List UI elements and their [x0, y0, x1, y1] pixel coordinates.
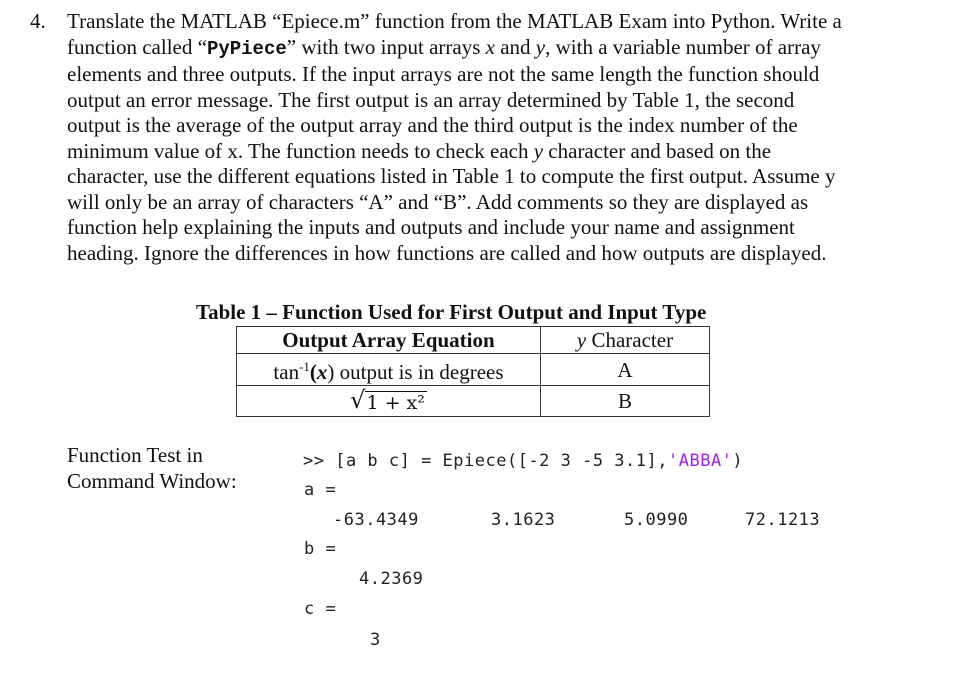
- var-x: x: [316, 360, 328, 384]
- header-equation: Output Array Equation: [237, 327, 541, 354]
- text-run: Character: [586, 328, 674, 352]
- table-row: [237, 386, 710, 417]
- command-line: [303, 451, 743, 471]
- text-run: tan: [273, 360, 300, 384]
- output-c-label: c =: [304, 599, 337, 619]
- question-line: output an error message. The first output is an array determined by Table 1, the second: [67, 87, 795, 112]
- var-y: y: [535, 34, 546, 59]
- character-cell: A: [541, 354, 710, 386]
- command-text: ): [732, 451, 744, 471]
- equation-cell: [237, 386, 541, 417]
- question-line: [67, 35, 937, 63]
- text-run: and: [494, 34, 536, 59]
- output-c-value: 3: [370, 630, 381, 650]
- var-x: x: [485, 34, 495, 59]
- question-line: character, use the different equations listed in Table 1 to compute the first output. Assume y: [67, 164, 836, 188]
- question-line: output is the average of the output array and the third output is the index number of the: [67, 113, 798, 137]
- text-run: function called “: [67, 34, 207, 59]
- function-table: [236, 326, 710, 417]
- header-character: [541, 327, 710, 354]
- table-row: [237, 354, 710, 386]
- function-name: PyPiece: [206, 37, 287, 60]
- table-caption: Table 1 – Function Used for First Output and Input Type: [196, 300, 707, 324]
- text-run: ) output is in degrees: [327, 360, 504, 384]
- text-run: minimum value of x. The function needs to check each: [67, 138, 534, 163]
- output-a-value: 3.1623: [491, 510, 556, 530]
- command-string: 'ABBA': [668, 451, 733, 471]
- sqrt-content: 1 + x²: [366, 392, 425, 414]
- text-run: , with a variable number of array: [545, 34, 821, 59]
- output-a-value: 5.0990: [624, 510, 689, 530]
- var-y: y: [576, 328, 587, 352]
- sqrt-expression: [350, 388, 427, 414]
- equation-cell: [237, 354, 541, 386]
- superscript: -1: [299, 359, 310, 374]
- var-y: y: [533, 138, 544, 163]
- question-line: [67, 139, 937, 165]
- question-line: elements and three outputs. If the input arrays are not the same length the function should: [67, 62, 820, 86]
- test-label: [67, 442, 237, 494]
- output-b-label: b =: [304, 539, 337, 559]
- text-run: ” with two input arrays: [286, 34, 486, 59]
- text-run: character and based on the: [543, 138, 772, 163]
- text-run: (: [309, 360, 317, 384]
- question-line: will only be an array of characters “A” and “B”. Add comments so they are displayed as: [67, 189, 809, 214]
- output-a-label: a =: [304, 480, 337, 500]
- question-line: heading. Ignore the differences in how functions are called and how outputs are displayed.: [67, 240, 827, 265]
- question-line: function help explaining the inputs and outputs and include your name and assignment: [67, 215, 795, 239]
- question-number: 4.: [30, 9, 46, 33]
- sqrt-icon: √: [350, 386, 366, 414]
- output-b-value: 4.2369: [359, 569, 424, 589]
- character-cell: B: [541, 386, 710, 417]
- question-line: Translate the MATLAB “Epiece.m” function from the MATLAB Exam into Python. Write a: [67, 9, 842, 33]
- output-a-value: -63.4349: [333, 510, 419, 530]
- test-label-line: Command Window:: [67, 469, 237, 493]
- question-paragraph: [67, 9, 937, 266]
- table-header-row: [237, 327, 710, 354]
- command-text: >> [a b c] = Epiece([-2 3 -5 3.1],: [303, 451, 668, 471]
- output-a-value: 72.1213: [745, 510, 821, 530]
- test-label-line: Function Test in: [67, 443, 203, 467]
